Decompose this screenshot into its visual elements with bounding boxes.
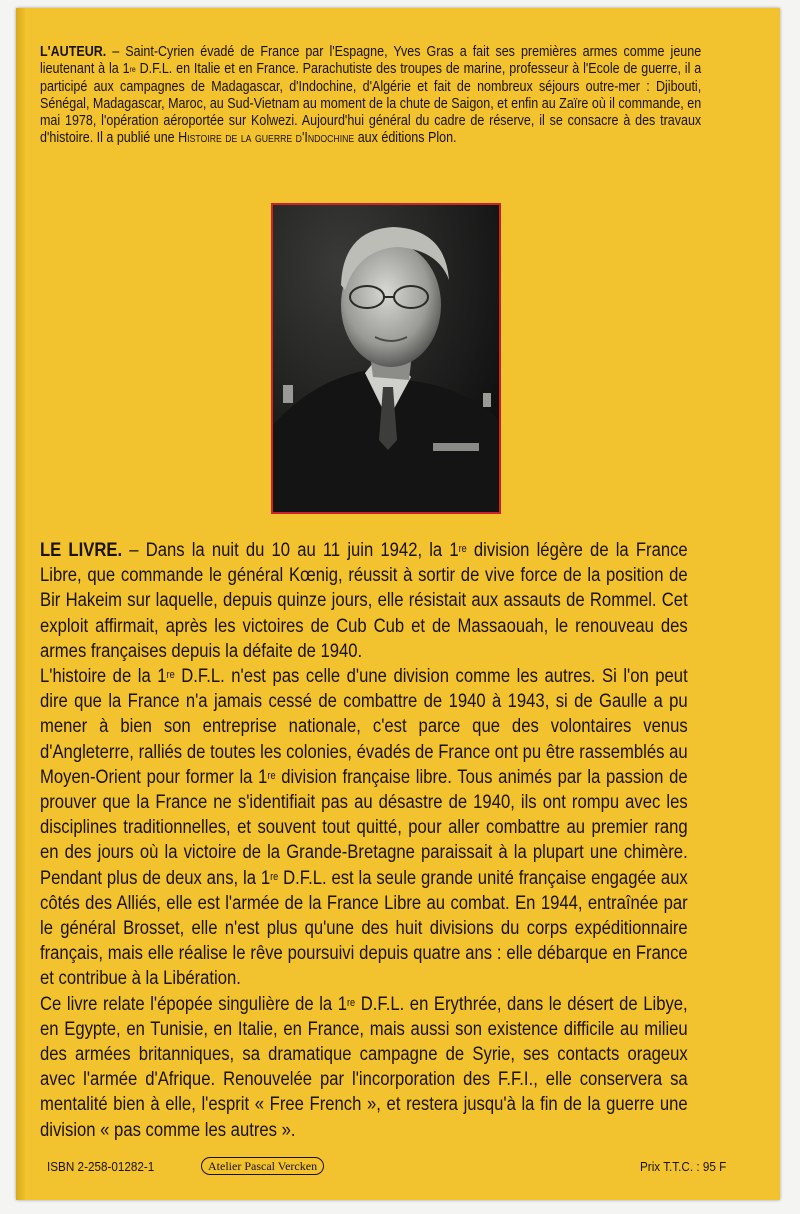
book-lead: LE LIVRE. — [40, 539, 123, 561]
cover-spine-edge — [16, 8, 26, 1200]
author-bio: L'AUTEUR. – Saint-Cyrien évadé de France par l'Espagne, Yves Gras a fait ses premières armes comme jeune lieutenant à la 1re D.F.L. en Italie et en France. Parachutiste des troupes de marine, professeur à l'Ecole de guerre, il a participé aux campagnes de Madagascar, d'Indochine, d'Algérie et fait de nombreux séjours outre-mer : Djibouti, Sénégal, Madagascar, Maroc, au Sud-Vietnam au moment de la chute de Saigon, et enfin au Zaïre où il commande, en mai 1978, l'opération aéroportée sur Kolwezi. Aujourd'hui général du cadre de réserve, il se consacre à des travaux d'histoire. Il a publié une Histoire de la guerre d'Indochine aux éditions Plon. — [40, 44, 702, 147]
author-photo — [271, 203, 501, 514]
author-portrait-image — [273, 205, 499, 512]
book-paragraph-1: LE LIVRE. – Dans la nuit du 10 au 11 juin 1942, la 1re division légère de la France Libre, que commande le général Kœnig, réussit à sortir de vive force de la position de Bir Hakeim sur laquelle, depuis quinze jours, elle résistait aux assauts de Rommel. Cet exploit affirmait, après les victoires de Cub Cub et de Massaouah, le renouveau des armes françaises depuis la défaite de 1940. — [40, 539, 688, 662]
price: Prix T.T.C. : 95 F — [640, 1159, 727, 1174]
book-description — [40, 538, 688, 1143]
book-title-previous: Histoire de la guerre d'Indochine — [178, 130, 355, 147]
book-paragraph-3: Ce livre relate l'épopée singulière de la 1re D.F.L. en Erythrée, dans le désert de Libye, en Egypte, en Tunisie, en Italie, en France, mais aussi son existence difficile au milieu des armées britanniques, sa dramatique campagne de Syrie, ses contacts orageux avec l'armée d'Afrique. Renouvelée par l'incorporation des F.F.I., elle conservera sa mentalité bien à elle, l'esprit « Free French », et restera jusqu'à la fin de la guerre une division « pas comme les autres ». — [40, 992, 688, 1141]
book-paragraph-2: L'histoire de la 1re D.F.L. n'est pas celle d'une division comme les autres. Si l'on peut dire que la France n'a jamais cessé de combattre de 1940 à 1943, si de Gaulle a pu mener à bien son entreprise nationale, c'est parce que des volontaires venus d'Angleterre, ralliés de toutes les colonies, évadés de France ont pu être rassemblés au Moyen-Orient pour former la 1re division française libre. Tous animés par la passion de prouver que la France ne s'identifiait pas au désastre de 1940, ils ont rompu avec les disciplines traditionnelles, et souvent tout quitté, pour aller combattre au premier rang en des jours où la victoire de la Grande-Bretagne paraissait à la plupart une chimère. Pendant plus de deux ans, la 1re D.F.L. est la seule grande unité française engagée aux côtés des Alliés, elle est l'armée de la France Libre au combat. En 1944, entraînée par le général Brosset, elle n'est plus qu'une des huit divisions du corps expéditionnaire français, mais elle réalise le rêve poursuivi depuis quatre ans : elle débarque en France et contribue à la Libération. — [40, 665, 688, 990]
publisher-stamp: Atelier Pascal Vercken — [201, 1157, 324, 1175]
author-lead: L'AUTEUR. — [40, 44, 107, 60]
isbn: ISBN 2-258-01282-1 — [47, 1159, 155, 1174]
